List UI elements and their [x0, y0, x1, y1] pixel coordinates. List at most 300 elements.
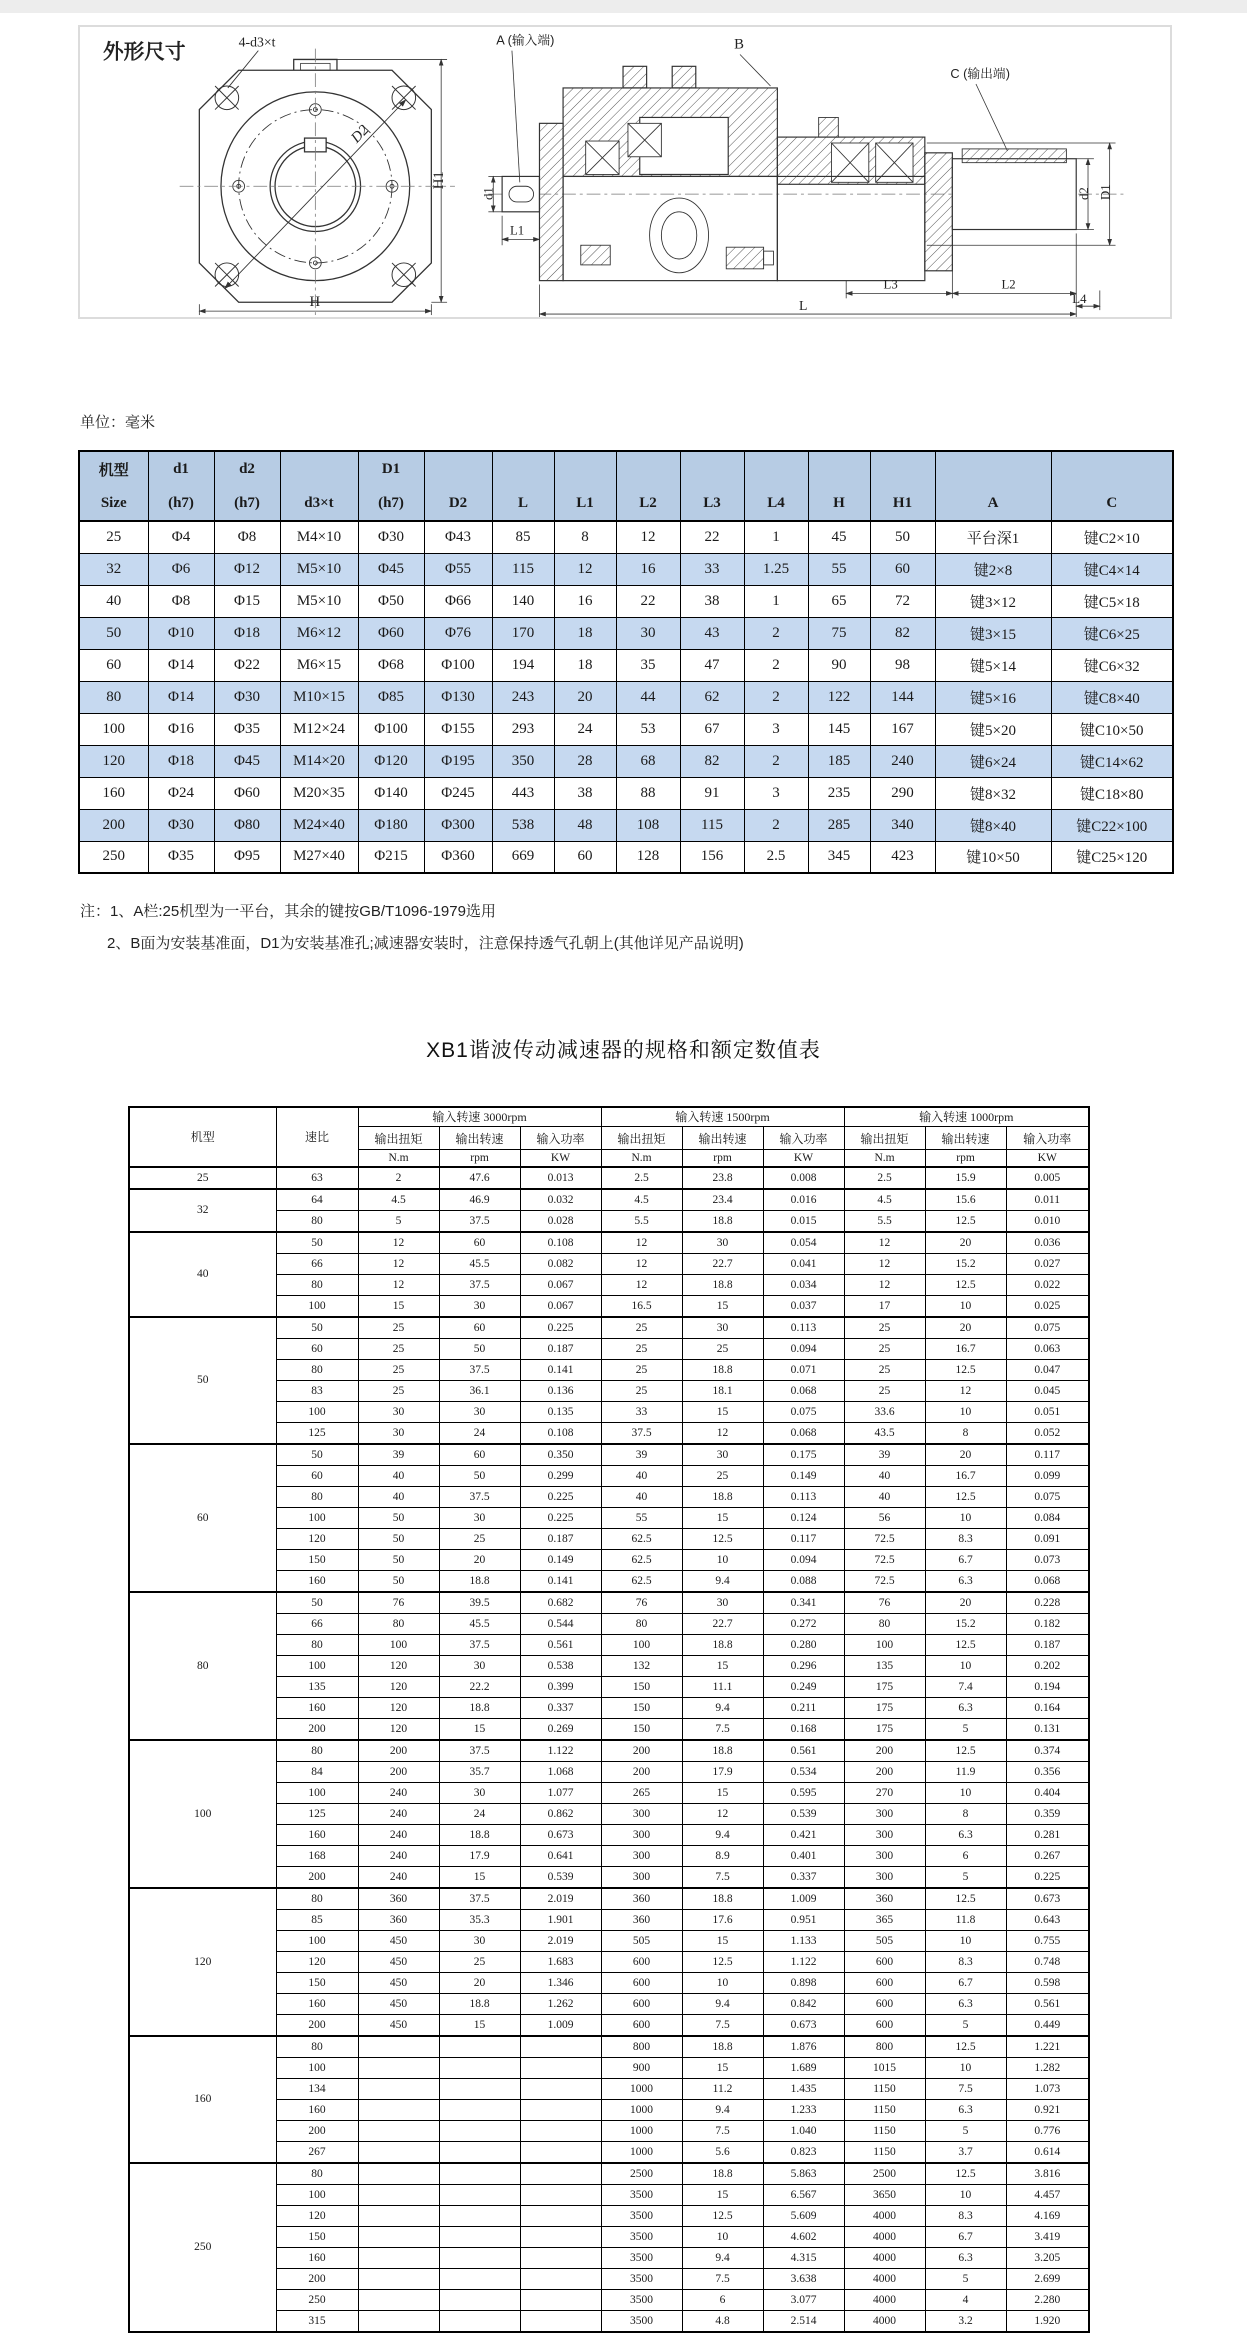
table-cell: 0.776	[1006, 2120, 1089, 2141]
table-cell: Φ10	[148, 617, 214, 649]
table-cell: 0.280	[763, 1634, 844, 1655]
table-cell: 60	[276, 1465, 358, 1486]
table-cell: 9.4	[682, 1993, 763, 2014]
table-cell: 8	[925, 1803, 1006, 1824]
table-cell	[439, 2184, 520, 2205]
table-cell: 175	[844, 1676, 925, 1697]
group-header-1500rpm: 输入转速 1500rpm	[601, 1107, 844, 1127]
table-cell: 50	[79, 617, 148, 649]
table-cell: 0.028	[520, 1210, 601, 1232]
table-cell: Φ35	[148, 841, 214, 873]
table-cell: Φ60	[358, 617, 424, 649]
table-cell: 72.5	[844, 1528, 925, 1549]
table-cell: 200	[844, 1740, 925, 1762]
table-cell: Φ45	[358, 553, 424, 585]
table-cell: 293	[492, 713, 554, 745]
table-cell	[358, 2268, 439, 2289]
table-cell: 0.538	[520, 1655, 601, 1676]
col-header-H1: H1	[870, 451, 935, 521]
table-cell: 0.269	[520, 1718, 601, 1740]
table-cell: 0.054	[763, 1232, 844, 1254]
table-cell: 12.5	[925, 2036, 1006, 2058]
table-cell: 243	[492, 681, 554, 713]
table-cell: 0.921	[1006, 2099, 1089, 2120]
table-cell: 10	[682, 1549, 763, 1570]
table-cell	[358, 2247, 439, 2268]
table-cell: 39	[358, 1444, 439, 1466]
table-cell	[520, 2163, 601, 2185]
table-cell: 3500	[601, 2310, 682, 2332]
table-cell: 83	[276, 1380, 358, 1401]
table-cell: 80	[276, 2036, 358, 2058]
unit-header-kw: KW	[1006, 1150, 1089, 1167]
table-cell: 12	[601, 1274, 682, 1295]
table-cell	[439, 2078, 520, 2099]
table-cell: 1015	[844, 2057, 925, 2078]
table-cell: 7.5	[682, 1718, 763, 1740]
table-cell	[520, 2226, 601, 2247]
col-header-L2: L2	[616, 451, 680, 521]
col-header-d1: d1 (h7)	[148, 451, 214, 521]
table-cell: 62.5	[601, 1528, 682, 1549]
col-header-C: C	[1051, 451, 1173, 521]
table-cell: 1.077	[520, 1782, 601, 1803]
table-cell: 0.075	[1006, 1486, 1089, 1507]
label-l2: L2	[1001, 277, 1016, 292]
table-cell: 175	[844, 1718, 925, 1740]
table-cell: 22	[680, 521, 744, 553]
table-cell: Φ15	[214, 585, 280, 617]
table-cell: 2500	[844, 2163, 925, 2185]
table-cell: 150	[276, 1972, 358, 1993]
table-cell: 键C6×32	[1051, 649, 1173, 681]
table-cell: 0.673	[1006, 1888, 1089, 1910]
table-cell: 50	[439, 1465, 520, 1486]
table-cell: M6×12	[280, 617, 358, 649]
table-cell: 15	[682, 1655, 763, 1676]
table-cell: 3	[744, 713, 808, 745]
table-cell: 2	[744, 617, 808, 649]
table-cell: 108	[616, 809, 680, 841]
table-cell: 0.032	[520, 1189, 601, 1211]
table-cell: 9.4	[682, 1824, 763, 1845]
table-cell: 2.280	[1006, 2289, 1089, 2310]
table-cell: 2.514	[763, 2310, 844, 2332]
label-l4: L4	[1072, 292, 1087, 307]
table-cell: 160	[276, 1697, 358, 1718]
table-cell: 0.862	[520, 1803, 601, 1824]
table-cell	[520, 2141, 601, 2163]
table-cell: 0.755	[1006, 1930, 1089, 1951]
table-cell: 2.699	[1006, 2268, 1089, 2289]
table-cell: 22.2	[439, 1676, 520, 1697]
table-cell: 0.011	[1006, 1189, 1089, 1211]
table-cell: 84	[276, 1761, 358, 1782]
table-cell: 50	[276, 1317, 358, 1339]
table-cell: 键C2×10	[1051, 521, 1173, 553]
table-cell: 62.5	[601, 1549, 682, 1570]
table-cell: 88	[616, 777, 680, 809]
table-cell: Φ45	[214, 745, 280, 777]
table-cell: 0.187	[520, 1338, 601, 1359]
table-cell: 16	[616, 553, 680, 585]
table-cell: 345	[808, 841, 870, 873]
table-cell: 60	[439, 1444, 520, 1466]
table-cell: 10	[925, 1295, 1006, 1317]
table-cell: Φ360	[424, 841, 492, 873]
page-top-strip	[0, 0, 1247, 13]
table-cell: 0.005	[1006, 1167, 1089, 1189]
table-cell: 360	[601, 1909, 682, 1930]
table-cell: 0.539	[763, 1803, 844, 1824]
table-cell: 25	[844, 1380, 925, 1401]
table-cell: 15	[439, 1718, 520, 1740]
model-cell: 50	[129, 1317, 276, 1444]
table-cell: 0.034	[763, 1274, 844, 1295]
table-cell: 40	[601, 1465, 682, 1486]
table-cell: 0.135	[520, 1401, 601, 1422]
table-cell: 39	[601, 1444, 682, 1466]
table-cell: 200	[276, 2120, 358, 2141]
table-cell: 800	[601, 2036, 682, 2058]
table-cell: 20	[925, 1317, 1006, 1339]
table-cell: 20	[439, 1972, 520, 1993]
table-cell: 55	[601, 1507, 682, 1528]
table-cell: 3.077	[763, 2289, 844, 2310]
table-cell: Φ22	[214, 649, 280, 681]
table-cell: 0.272	[763, 1613, 844, 1634]
table-cell	[439, 2163, 520, 2185]
table-cell: 0.027	[1006, 1253, 1089, 1274]
table-row	[129, 2036, 1089, 2058]
table-cell: 6	[682, 2289, 763, 2310]
table-cell: 平台深1	[935, 521, 1051, 553]
table-cell: 200	[358, 1761, 439, 1782]
model-cell: 60	[129, 1444, 276, 1592]
table-cell: 85	[276, 1909, 358, 1930]
table-cell: 200	[601, 1761, 682, 1782]
table-cell: 37.5	[601, 1422, 682, 1444]
table-cell: 37.5	[439, 1888, 520, 1910]
table-cell: 0.075	[1006, 1317, 1089, 1339]
table-cell: 30	[682, 1444, 763, 1466]
table-cell: 0.010	[1006, 1210, 1089, 1232]
table-cell: 0.013	[520, 1167, 601, 1189]
col-header-size: 机型 Size	[79, 451, 148, 521]
table-cell: 2	[744, 745, 808, 777]
table-cell: 46.9	[439, 1189, 520, 1211]
table-cell: 0.211	[763, 1697, 844, 1718]
table-cell: 150	[601, 1718, 682, 1740]
table-cell: Φ30	[358, 521, 424, 553]
table-cell: 键3×15	[935, 617, 1051, 649]
sub-header-power: 输入功率	[763, 1127, 844, 1150]
table-cell: 250	[79, 841, 148, 873]
table-cell: 91	[680, 777, 744, 809]
table-cell: 100	[276, 1507, 358, 1528]
table-cell: 1.25	[744, 553, 808, 585]
table-cell: M5×10	[280, 553, 358, 585]
table-cell: 37.5	[439, 1486, 520, 1507]
table-cell: 15	[682, 1930, 763, 1951]
table-cell: 100	[276, 1655, 358, 1676]
table-cell	[520, 2036, 601, 2058]
table-cell: 15	[439, 2014, 520, 2036]
table-cell: 48	[554, 809, 616, 841]
table-cell: 40	[844, 1486, 925, 1507]
table-cell	[358, 2184, 439, 2205]
table-cell: 6.567	[763, 2184, 844, 2205]
table-cell: 80	[276, 1359, 358, 1380]
table-cell: 300	[844, 1866, 925, 1888]
model-cell: 32	[129, 1189, 276, 1232]
table-cell: 125	[276, 1422, 358, 1444]
table-cell: 键C10×50	[1051, 713, 1173, 745]
drawing-title: 外形尺寸	[103, 40, 186, 64]
table-cell: 22	[616, 585, 680, 617]
table-cell: 120	[276, 2205, 358, 2226]
table-cell: 1.683	[520, 1951, 601, 1972]
table-cell: 300	[844, 1803, 925, 1824]
table-cell: 2.019	[520, 1930, 601, 1951]
table-cell: Φ85	[358, 681, 424, 713]
table-cell: 4000	[844, 2268, 925, 2289]
table-cell	[358, 2205, 439, 2226]
unit-header-rpm: rpm	[925, 1150, 1006, 1167]
table-cell: 50	[439, 1338, 520, 1359]
table-cell: 85	[492, 521, 554, 553]
table-cell: 365	[844, 1909, 925, 1930]
table-cell: 80	[79, 681, 148, 713]
table-cell: 2.5	[744, 841, 808, 873]
table-cell: 0.187	[520, 1528, 601, 1549]
table-cell: 3500	[601, 2184, 682, 2205]
table-cell: 15.2	[925, 1613, 1006, 1634]
table-cell: 0.068	[763, 1380, 844, 1401]
table-cell: 6.7	[925, 2226, 1006, 2247]
table-cell: 0.341	[763, 1592, 844, 1614]
table-cell: 132	[601, 1655, 682, 1676]
label-d2-diagonal: D2	[348, 122, 373, 147]
table-cell: 0.068	[1006, 1570, 1089, 1592]
col-header-L: L	[492, 451, 554, 521]
table-cell: 66	[276, 1613, 358, 1634]
table-cell: Φ95	[214, 841, 280, 873]
label-D1: D1	[1098, 184, 1113, 201]
table-cell: 12.5	[925, 1740, 1006, 1762]
table-cell: 62	[680, 681, 744, 713]
table-cell: Φ24	[148, 777, 214, 809]
table-cell: 50	[358, 1570, 439, 1592]
table-cell: 25	[844, 1359, 925, 1380]
table-cell	[520, 2268, 601, 2289]
table-cell: 0.182	[1006, 1613, 1089, 1634]
table-cell: 18.1	[682, 1380, 763, 1401]
table-cell: 68	[616, 745, 680, 777]
table-cell: 150	[276, 1549, 358, 1570]
table-cell: Φ120	[358, 745, 424, 777]
table-cell: 18.8	[439, 1570, 520, 1592]
table-cell: 0.051	[1006, 1401, 1089, 1422]
table-cell: 0.091	[1006, 1528, 1089, 1549]
spec-header-speeds	[129, 1107, 1089, 1127]
table-cell: 0.898	[763, 1972, 844, 1993]
table-cell: 8.3	[925, 1951, 1006, 1972]
table-cell: 6.3	[925, 1993, 1006, 2014]
table-cell: 135	[844, 1655, 925, 1676]
table-cell: 5.5	[844, 1210, 925, 1232]
table-cell: 6.3	[925, 1697, 1006, 1718]
table-cell: 18.8	[682, 1274, 763, 1295]
spec-table-body	[129, 1167, 1089, 2332]
col-header-ratio: 速比	[276, 1107, 358, 1167]
table-cell: 键C14×62	[1051, 745, 1173, 777]
table-cell: 100	[276, 1401, 358, 1422]
table-cell: 4000	[844, 2226, 925, 2247]
table-cell: 5	[925, 2120, 1006, 2141]
table-cell: 64	[276, 1189, 358, 1211]
table-cell: 12	[358, 1274, 439, 1295]
table-cell: 134	[276, 2078, 358, 2099]
table-cell: 10	[925, 1507, 1006, 1528]
table-cell: 285	[808, 809, 870, 841]
table-cell: 450	[358, 2014, 439, 2036]
table-cell: 37.5	[439, 1359, 520, 1380]
table-cell: 22.7	[682, 1613, 763, 1634]
table-cell: 0.052	[1006, 1422, 1089, 1444]
table-cell: 300	[601, 1866, 682, 1888]
table-cell: 360	[844, 1888, 925, 1910]
table-cell: 0.094	[763, 1549, 844, 1570]
table-cell: 18.8	[439, 1824, 520, 1845]
table-cell: 5	[925, 1718, 1006, 1740]
table-cell: 3.419	[1006, 2226, 1089, 2247]
table-cell: 0.337	[763, 1866, 844, 1888]
table-cell: 0.113	[763, 1486, 844, 1507]
table-cell: 33	[601, 1401, 682, 1422]
table-cell: 45.5	[439, 1613, 520, 1634]
table-cell: 8.3	[925, 1528, 1006, 1549]
table-cell: 160	[79, 777, 148, 809]
table-cell	[520, 2120, 601, 2141]
table-cell: 80	[601, 1613, 682, 1634]
table-cell: 185	[808, 745, 870, 777]
table-cell: 0.073	[1006, 1549, 1089, 1570]
table-row	[129, 1740, 1089, 1762]
table-cell: Φ130	[424, 681, 492, 713]
table-cell: 80	[276, 2163, 358, 2185]
sub-header-torque: 输出扭矩	[844, 1127, 925, 1150]
table-cell: 2	[744, 649, 808, 681]
table-row	[79, 553, 1173, 585]
table-cell: 100	[276, 1295, 358, 1317]
table-cell	[439, 2057, 520, 2078]
table-cell	[520, 2310, 601, 2332]
table-cell: 10	[925, 2057, 1006, 2078]
table-cell: 9.4	[682, 2247, 763, 2268]
table-cell: Φ4	[148, 521, 214, 553]
table-cell: 0.682	[520, 1592, 601, 1614]
table-cell: Φ140	[358, 777, 424, 809]
table-cell: 200	[276, 2014, 358, 2036]
table-row	[129, 1317, 1089, 1339]
table-cell: 11.1	[682, 1676, 763, 1697]
table-cell: 30	[439, 1295, 520, 1317]
table-cell: 0.015	[763, 1210, 844, 1232]
table-cell: Φ16	[148, 713, 214, 745]
table-cell: Φ68	[358, 649, 424, 681]
table-cell: Φ100	[358, 713, 424, 745]
table-cell: 12.5	[682, 1951, 763, 1972]
table-cell: 0.951	[763, 1909, 844, 1930]
table-cell: 82	[870, 617, 935, 649]
table-cell: 600	[844, 1951, 925, 1972]
table-cell: 20	[554, 681, 616, 713]
table-cell: M14×20	[280, 745, 358, 777]
unit-header-kw: KW	[763, 1150, 844, 1167]
table-cell: 0.249	[763, 1676, 844, 1697]
table-cell: 156	[680, 841, 744, 873]
table-cell: 3	[744, 777, 808, 809]
table-cell: 145	[808, 713, 870, 745]
table-cell: M5×10	[280, 585, 358, 617]
table-cell: 18.8	[682, 1740, 763, 1762]
table-cell: 0.296	[763, 1655, 844, 1676]
table-cell: 15	[682, 1782, 763, 1803]
table-cell: 45.5	[439, 1253, 520, 1274]
table-cell: 12.5	[682, 1528, 763, 1549]
table-cell: 5.609	[763, 2205, 844, 2226]
table-cell: Φ43	[424, 521, 492, 553]
sub-header-speed: 输出转速	[925, 1127, 1006, 1150]
table-cell: 4000	[844, 2205, 925, 2226]
table-cell: 17.6	[682, 1909, 763, 1930]
table-cell: 25	[682, 1338, 763, 1359]
table-cell: 7.5	[682, 1866, 763, 1888]
table-cell: 140	[492, 585, 554, 617]
table-cell: 0.117	[763, 1528, 844, 1549]
table-cell: 450	[358, 1951, 439, 1972]
table-cell: 40	[844, 1465, 925, 1486]
table-cell: 80	[276, 1486, 358, 1507]
table-cell: 6.3	[925, 1570, 1006, 1592]
table-cell: 5	[925, 1866, 1006, 1888]
table-cell: 24	[554, 713, 616, 745]
table-cell: 315	[276, 2310, 358, 2332]
label-input-end: A (输入端)	[496, 32, 555, 48]
table-cell: 72.5	[844, 1570, 925, 1592]
table-cell: 1.876	[763, 2036, 844, 2058]
sub-header-speed: 输出转速	[682, 1127, 763, 1150]
table-cell	[520, 2184, 601, 2205]
table-cell: Φ55	[424, 553, 492, 585]
table-row	[79, 585, 1173, 617]
table-cell: 100	[79, 713, 148, 745]
table-cell: 15	[682, 1507, 763, 1528]
table-cell: 0.008	[763, 1167, 844, 1189]
table-cell: 1000	[601, 2141, 682, 2163]
dim-table-header-row	[79, 451, 1173, 521]
model-cell: 25	[129, 1167, 276, 1189]
table-cell: 100	[844, 1634, 925, 1655]
table-cell: 600	[601, 1951, 682, 1972]
table-cell: 0.539	[520, 1866, 601, 1888]
table-cell: 30	[439, 1782, 520, 1803]
table-cell: 200	[601, 1740, 682, 1762]
table-cell: 100	[601, 1634, 682, 1655]
table-cell: 5.6	[682, 2141, 763, 2163]
table-cell: 键5×14	[935, 649, 1051, 681]
